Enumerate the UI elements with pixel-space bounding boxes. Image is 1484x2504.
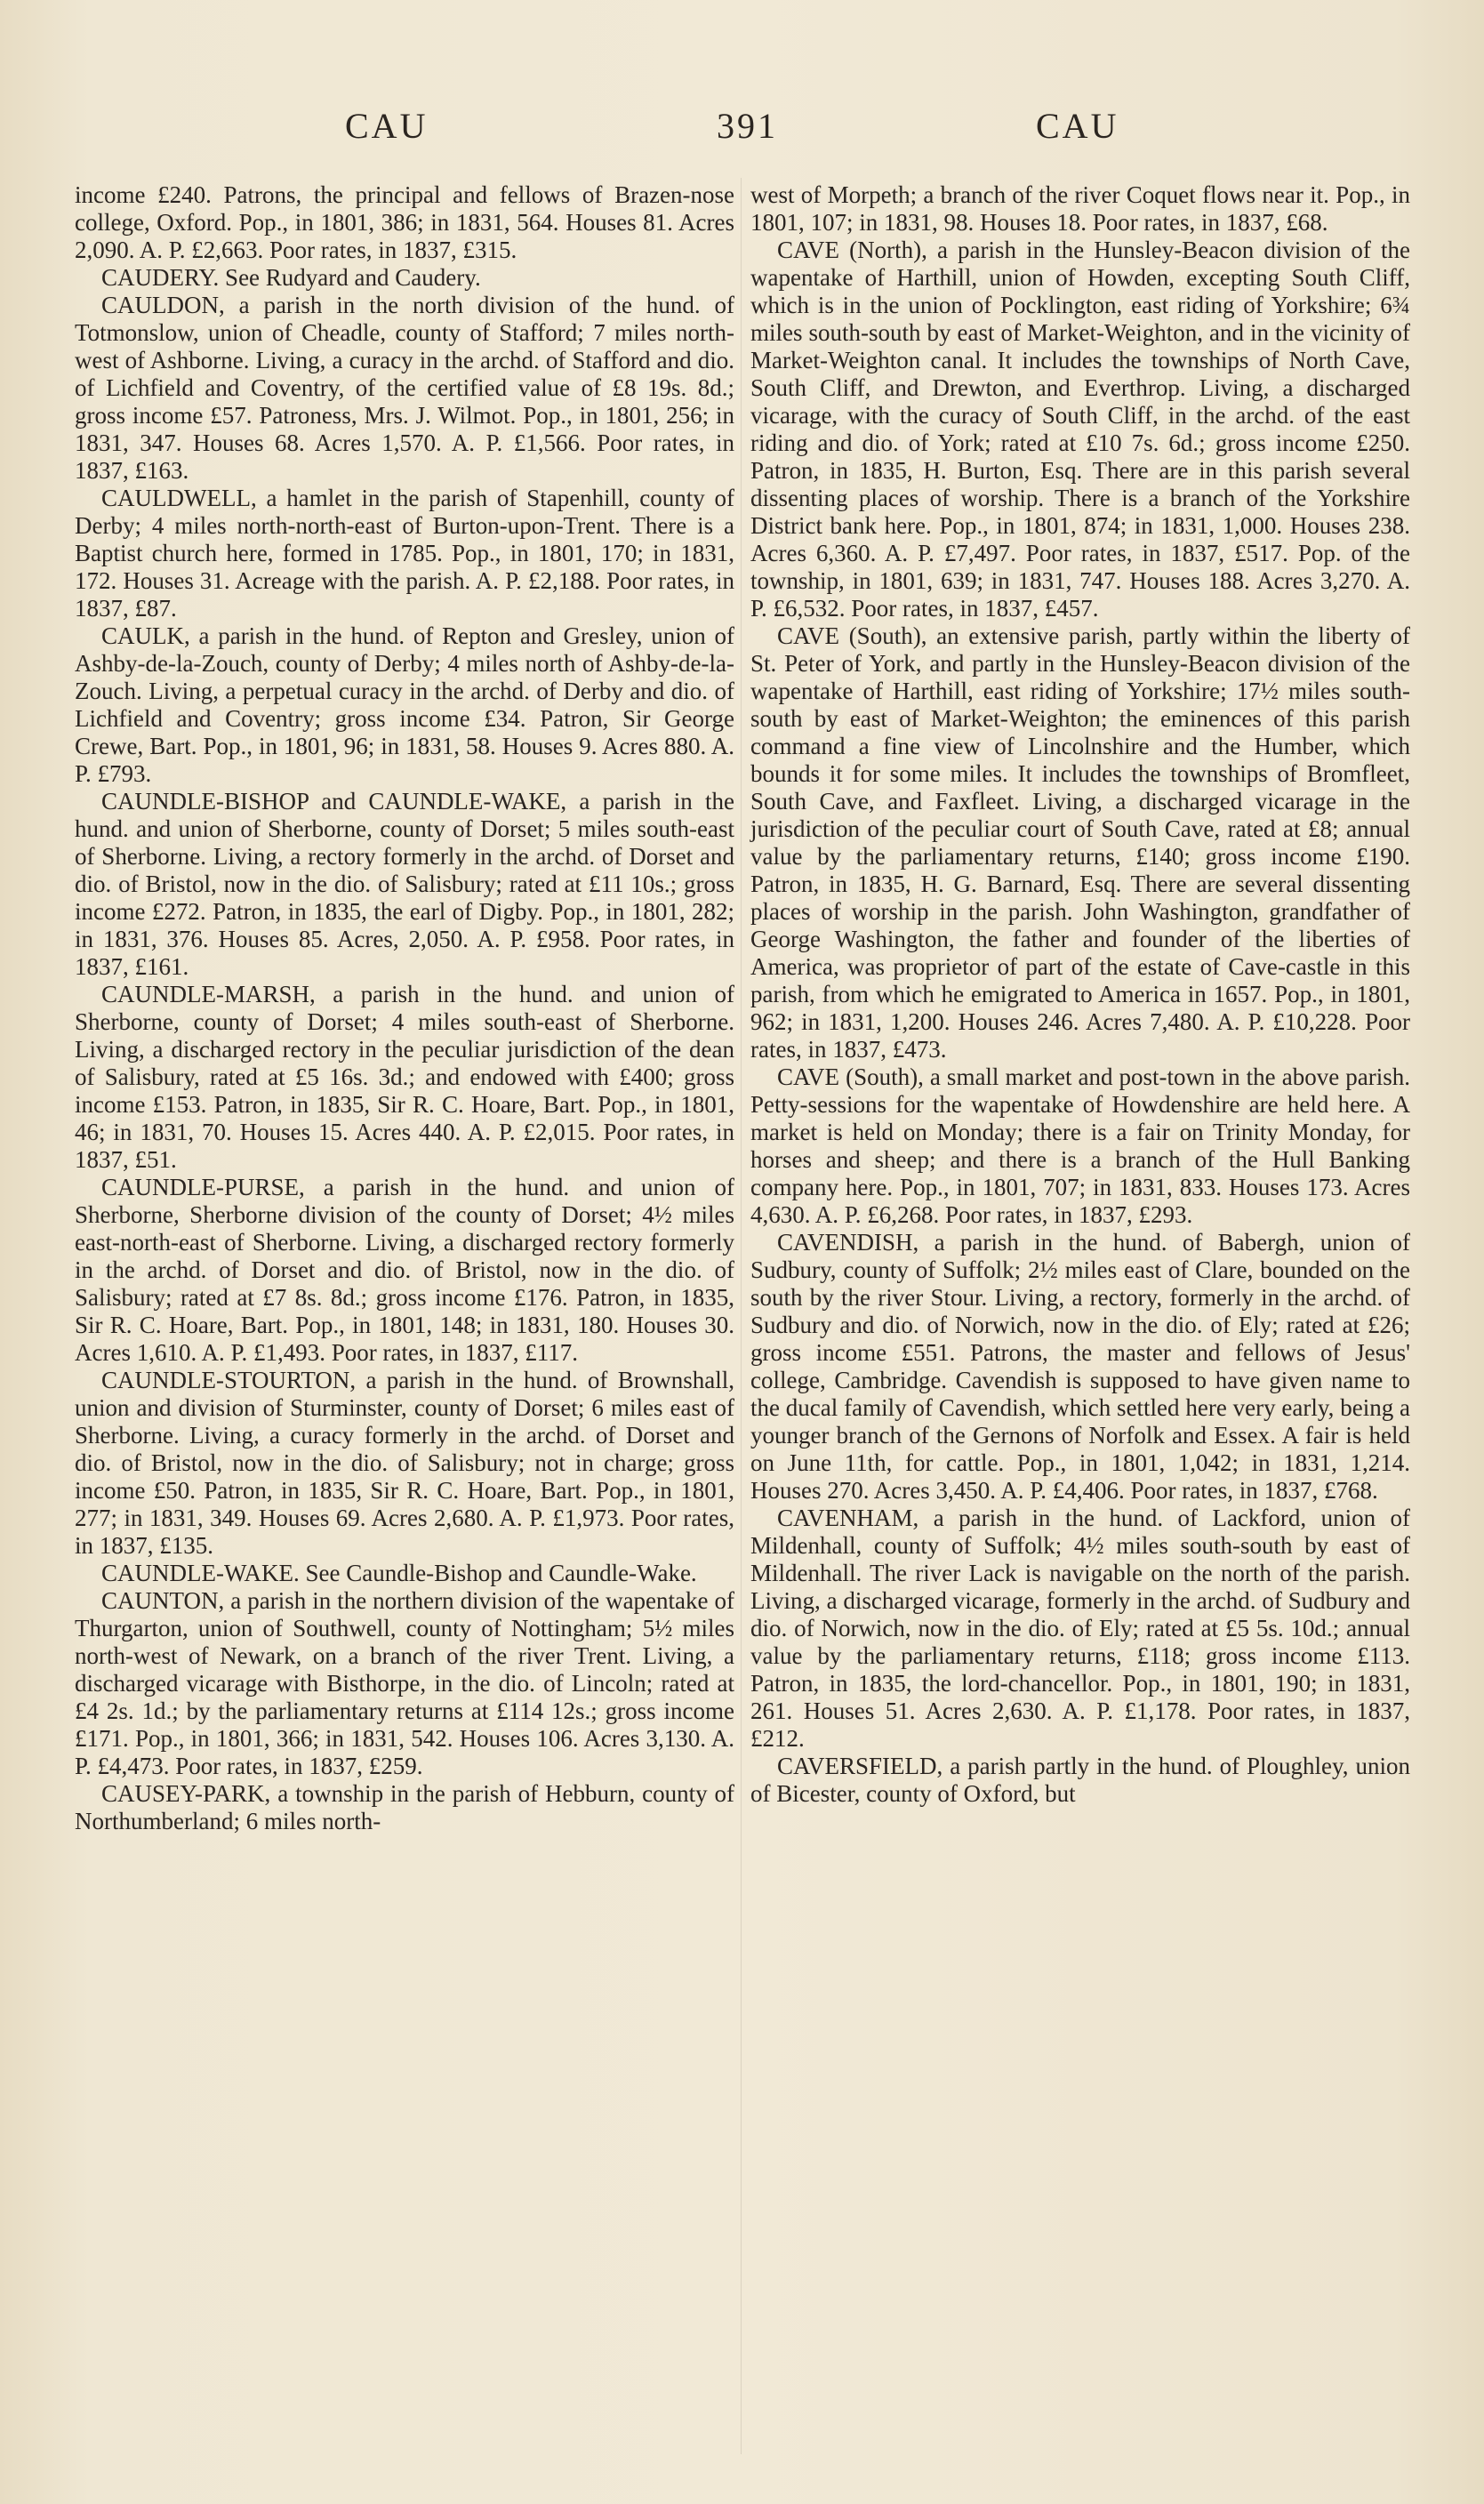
entry-headword: CAUNDLE-MARSH, [101,981,316,1007]
gazetteer-entry [75,1780,734,1835]
entry-text: a parish in the north division of the hund. of Totmonslow, union of Cheadle, county of Stafford; 7 miles north-west of Ashborne. Living, a curacy in the archd. of Stafford and dio. of Lichfield and Coventry, of the certified value of £8 19s. 8d.; gross income £57. Patroness, Mrs. J. Wilmot. Pop., in 1801, 256; in 1831, 347. Houses 68. Acres 1,570. A. P. £1,566. Poor rates, in 1837, £163. [75,292,734,484]
gazetteer-entry [75,1174,734,1367]
gazetteer-entry [75,622,734,788]
gazetteer-entry [75,1560,734,1587]
entry-text: a small market and post-town in the above parish. Petty-sessions for the wapentake of Howdenshire are held here. A market is held on Monday; there is a fair on Trinity Monday, for horses and sheep; and there is a branch of the Hull Banking company here. Pop., in 1801, 707; in 1831, 833. Houses 173. Acres 4,630. A. P. £6,268. Poor rates, in 1837, £293. [750,1063,1410,1228]
entry-text: a parish in the hund. of Repton and Gresley, union of Ashby-de-la-Zouch, county of Derby; 4 miles north of Ashby-de-la-Zouch. Living, a perpetual curacy in the archd. of Derby and dio. of Lichfield and Coventry; gross income £34. Patron, Sir George Crewe, Bart. Pop., in 1801, 96; in 1831, 58. Houses 9. Acres 880. A. P. £793. [75,622,734,787]
page-number: 391 [717,106,778,146]
gazetteer-entry [750,1753,1410,1808]
header-right-word: CAU [1036,106,1119,146]
entry-headword: CAULK, [101,622,190,649]
entry-headword: CAUNDLE-BISHOP and CAUNDLE-WAKE, [101,788,567,815]
entry-headword: CAUDERY. [101,264,220,291]
entry-headword: CAVERSFIELD, [777,1753,943,1779]
entry-text: See Rudyard and Caudery. [219,264,481,291]
left-column [75,181,734,1835]
gazetteer-entry [75,1587,734,1780]
entry-text: a township in the parish of Hebburn, county of Northumberland; 6 miles north- [75,1780,734,1834]
gazetteer-entry [750,622,1410,1063]
gazetteer-entry [75,1367,734,1560]
gazetteer-entry [750,1505,1410,1753]
gazetteer-entry [75,485,734,622]
gazetteer-entry [750,1229,1410,1505]
entry-headword: CAUNDLE-PURSE, [101,1174,305,1200]
column-gutter [741,178,742,2454]
entry-text: a hamlet in the parish of Stapenhill, county of Derby; 4 miles north-north-east of Burton-upon-Trent. There is a Baptist church here, formed in 1785. Pop., in 1801, 170; in 1831, 172. Houses 31. Acreage with the parish. A. P. £2,188. Poor rates, in 1837, £87. [75,485,734,622]
entry-text: a parish in the hund. and union of Sherborne, county of Dorset; 5 miles south-east of Sherborne. Living, a rectory formerly in the archd. of Dorset and dio. of Bristol, now in the dio. of Salisbury; rated at £11 10s.; gross income £272. Patron, in 1835, the earl of Digby. Pop., in 1801, 282; in 1831, 376. Houses 85. Acres, 2,050. A. P. £958. Poor rates, in 1837, £161. [75,788,734,980]
running-header [0,105,1484,158]
entry-headword: CAVENDISH, [777,1229,919,1256]
entry-text: a parish in the Hunsley-Beacon division of the wapentake of Harthill, union of Howden, excepting South Cliff, which is in the union of Pocklington, east riding of Yorkshire; 6¾ miles south-south by east of Market-Weighton, and in the vicinity of Market-Weighton canal. It includes the townships of North Cave, South Cliff, and Drewton, and Everthrop. Living, a discharged vicarage, with the curacy of South Cliff, in the archd. of the east riding and dio. of York; rated at £10 7s. 6d.; gross income £250. Patron, in 1835, H. Burton, Esq. There are in this parish several dissenting places of worship. There is a branch of the Yorkshire District bank here. Pop., in 1801, 874; in 1831, 1,000. Houses 238. Acres 6,360. A. P. £7,497. Poor rates, in 1837, £517. Pop. of the township, in 1801, 639; in 1831, 747. Houses 188. Acres 3,270. A. P. £6,532. Poor rates, in 1837, £457. [750,237,1410,622]
entry-text: an extensive parish, partly within the liberty of St. Peter of York, and partly in the Hunsley-Beacon division of the wapentake of Harthill, east riding of Yorkshire; 17½ miles south-south by east of Market-Weighton; the eminences of this parish command a fine view of Lincolnshire and the Humber, which bounds it for some miles. It includes the townships of Bromfleet, South Cave, and Faxfleet. Living, a discharged vicarage in the jurisdiction of the peculiar court of South Cave, rated at £8; annual value by the parliamentary returns, £140; gross income £190. Patron, in 1835, H. G. Barnard, Esq. There are several dissenting places of worship in the parish. John Washington, grandfather of George Washington, the father and founder of the liberties of America, was proprietor of part of the estate of Cave-castle in this parish, from which he emigrated to America in 1657. Pop., in 1801, 962; in 1831, 1,200. Houses 246. Acres 7,480. A. P. £10,228. Poor rates, in 1837, £473. [750,622,1410,1063]
gazetteer-entry: west of Morpeth; a branch of the river Coquet flows near it. Pop., in 1801, 107; in 1831, 98. Houses 18. Poor rates, in 1837, £68. [750,181,1410,236]
entry-headword: CAVE (South), [777,1063,924,1090]
entry-text: a parish partly in the hund. of Ploughley, union of Bicester, county of Oxford, but [750,1753,1410,1807]
entry-text: a parish in the hund. of Lackford, union of Mildenhall, county of Suffolk; 4½ miles south-south by east of Mildenhall. The river Lack is navigable on the north of the parish. Living, a discharged vicarage, formerly in the archd. of Sudbury and dio. of Norwich, now in the dio. of Ely; rated at £5 5s. 10d.; annual value by the parliamentary returns, £118; gross income £113. Patron, in 1835, the lord-chancellor. Pop., in 1801, 190; in 1831, 261. Houses 51. Acres 2,630. A. P. £1,178. Poor rates, in 1837, £212. [750,1505,1410,1752]
entry-headword: CAULDON, [101,292,225,318]
header-left-word: CAU [345,106,429,146]
entry-text: a parish in the northern division of the wapentake of Thurgarton, union of Southwell, county of Nottingham; 5½ miles north-west of Newark, on a branch of the river Trent. Living, a discharged vicarage with Bisthorpe, in the dio. of Lincoln; rated at £4 2s. 1d.; by the parliamentary returns at £114 12s.; gross income £171. Pop., in 1801, 366; in 1831, 542. Houses 106. Acres 3,130. A. P. £4,473. Poor rates, in 1837, £259. [75,1587,734,1779]
right-column [750,181,1410,1808]
gazetteer-entry [750,237,1410,622]
entry-headword: CAVE (North), [777,237,927,263]
entry-text: See Caundle-Bishop and Caundle-Wake. [299,1560,697,1586]
gazetteer-entry: income £240. Patrons, the principal and fellows of Brazen-nose college, Oxford. Pop., in 1801, 386; in 1831, 564. Houses 81. Acres 2,090. A. P. £2,663. Poor rates, in 1837, £315. [75,181,734,263]
entry-text: a parish in the hund. of Brownshall, union and division of Sturminster, county of Dorset; 6 miles east of Sherborne. Living, a curacy formerly in the archd. of Dorset and dio. of Bristol, now in the dio. of Salisbury; not in charge; gross income £50. Patron, in 1835, Sir R. C. Hoare, Bart. Pop., in 1801, 277; in 1831, 349. Houses 69. Acres 2,680. A. P. £1,973. Poor rates, in 1837, £135. [75,1367,734,1559]
entry-text: a parish in the hund. of Babergh, union of Sudbury, county of Suffolk; 2½ miles east of Clare, bounded on the south by the river Stour. Living, a rectory, formerly in the archd. of Sudbury and dio. of Norwich, now in the dio. of Ely; rated at £26; gross income £551. Patrons, the master and fellows of Jesus' college, Cambridge. Cavendish is supposed to have given name to the ducal family of Cavendish, which settled here very early, being a younger branch of the Gernons of Norfolk and Essex. A fair is held on June 11th, for cattle. Pop., in 1801, 1,042; in 1831, 1,214. Houses 270. Acres 3,450. A. P. £4,406. Poor rates, in 1837, £768. [750,1229,1410,1504]
entry-text: a parish in the hund. and union of Sherborne, county of Dorset; 4 miles south-east of Sherborne. Living, a discharged rectory in the peculiar jurisdiction of the dean of Salisbury, rated at £5 16s. 3d.; and endowed with £400; gross income £153. Patron, in 1835, Sir R. C. Hoare, Bart. Pop., in 1801, 46; in 1831, 70. Houses 15. Acres 440. A. P. £2,015. Poor rates, in 1837, £51. [75,981,734,1173]
entry-headword: CAUSEY-PARK, [101,1780,271,1807]
entry-headword: CAUNTON, [101,1587,225,1614]
entry-headword: CAUNDLE-WAKE. [101,1560,300,1586]
entry-headword: CAVE (South), [777,622,927,649]
entry-text: a parish in the hund. and union of Sherborne, Sherborne division of the county of Dorset; 4½ miles east-north-east of Sherborne. Living, a discharged rectory formerly in the archd. of Dorset and dio. of Bristol, now in the dio. of Salisbury; rated at £7 8s. 8d.; gross income £176. Patron, in 1835, Sir R. C. Hoare, Bart. Pop., in 1801, 148; in 1831, 180. Houses 30. Acres 1,610. A. P. £1,493. Poor rates, in 1837, £117. [75,1174,734,1366]
gazetteer-entry [75,981,734,1174]
gazetteer-entry [75,788,734,981]
entry-headword: CAULDWELL, [101,485,257,511]
entry-headword: CAVENHAM, [777,1505,919,1531]
gazetteer-entry [750,1063,1410,1229]
entry-headword: CAUNDLE-STOURTON, [101,1367,357,1393]
gazetteer-entry [75,292,734,485]
gazetteer-entry [75,264,734,292]
